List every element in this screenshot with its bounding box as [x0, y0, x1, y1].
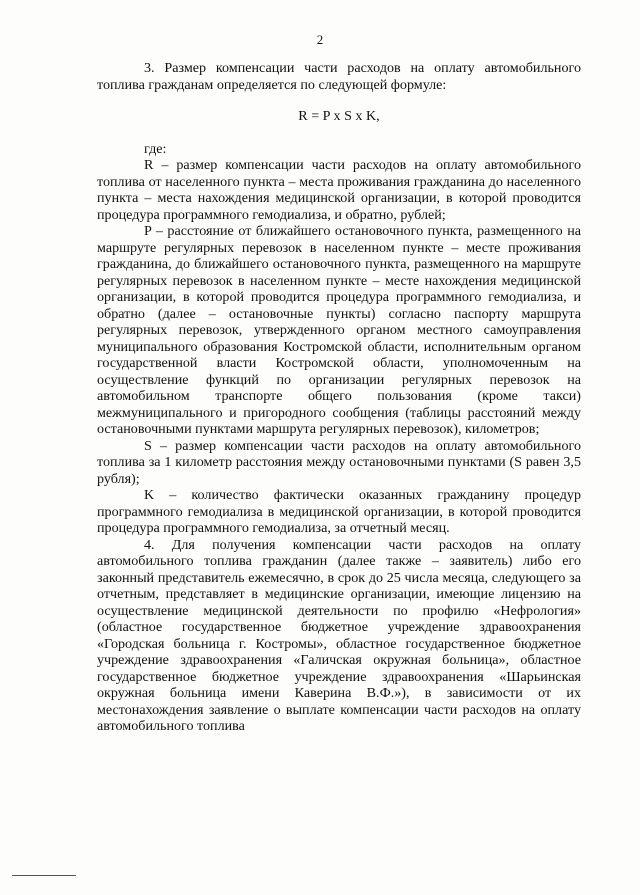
definition-s: S – размер компенсации части расходов на оплату автомобильного топлива за 1 километр расстояния между остановочными пунктами (S равен 3,5 рубля); — [97, 437, 581, 487]
where-label: где: — [144, 140, 167, 157]
paragraph-3: 3. Размер компенсации части расходов на оплату автомобильного топлива гражданам определяется по следующей формуле: — [97, 60, 581, 93]
formula: R = P x S x K, — [298, 108, 380, 124]
footer-rule — [12, 875, 76, 876]
definition-p: P – расстояние от ближайшего остановочного пункта, размещенного на маршруте регулярных перевозок в населенном пункте – месте проживания гражданина, до ближайшего остановочного пункта, размещенного на маршруте регулярных перевозок в населенном пункте – месте нахождения медицинской организации, в которой проводится процедура программного гемодиализа, и обратно (далее – остановочные пункты) согласно паспорту маршрута регулярных перевозок, утвержденного органом местного самоуправления муниципального образования Костромской области, исполнительным органом государственной власти Костромской области, уполномоченным на осуществление функций по организации регулярных перевозок на автомобильном транспорте общего пользования (кроме такси) межмуниципального и пригородного сообщения (таблицы расстояний между остановочными пунктами маршрута регулярных перевозок), километров; — [97, 223, 581, 437]
definition-k: K – количество фактически оказанных гражданину процедур программного гемодиализа в медицинской организации, в которой проводится процедура программного гемодиализа, за отчетный месяц. — [97, 487, 581, 536]
definition-r: R – размер компенсации части расходов на оплату автомобильного топлива от населенного пункта – места проживания гражданина до населенного пункта – места нахождения медицинской организации, в которой проводится процедура программного гемодиализа, и обратно, рублей; — [97, 157, 581, 223]
document-body — [97, 60, 581, 735]
paragraph-4: 4. Для получения компенсации части расходов на оплату автомобильного топлива гражданин (далее также – заявитель) либо его законный представитель ежемесячно, в срок до 25 числа месяца, следующего за отчетным, представляет в медицинские организации, имеющие лицензию на осуществление медицинской деятельности по профилю «Нефрология» (областное государственное бюджетное учреждение здравоохранения «Городская больница г. Костромы», областное государственное бюджетное учреждение здравоохранения «Галичская окружная больница», областное государственное бюджетное учреждение здравоохранения «Шарьинская окружная больница имени Каверина В.Ф.»), в зависимости от их местонахождения заявление о выплате компенсации части расходов на оплату автомобильного топлива — [97, 536, 581, 734]
page-number: 2 — [316, 32, 324, 47]
